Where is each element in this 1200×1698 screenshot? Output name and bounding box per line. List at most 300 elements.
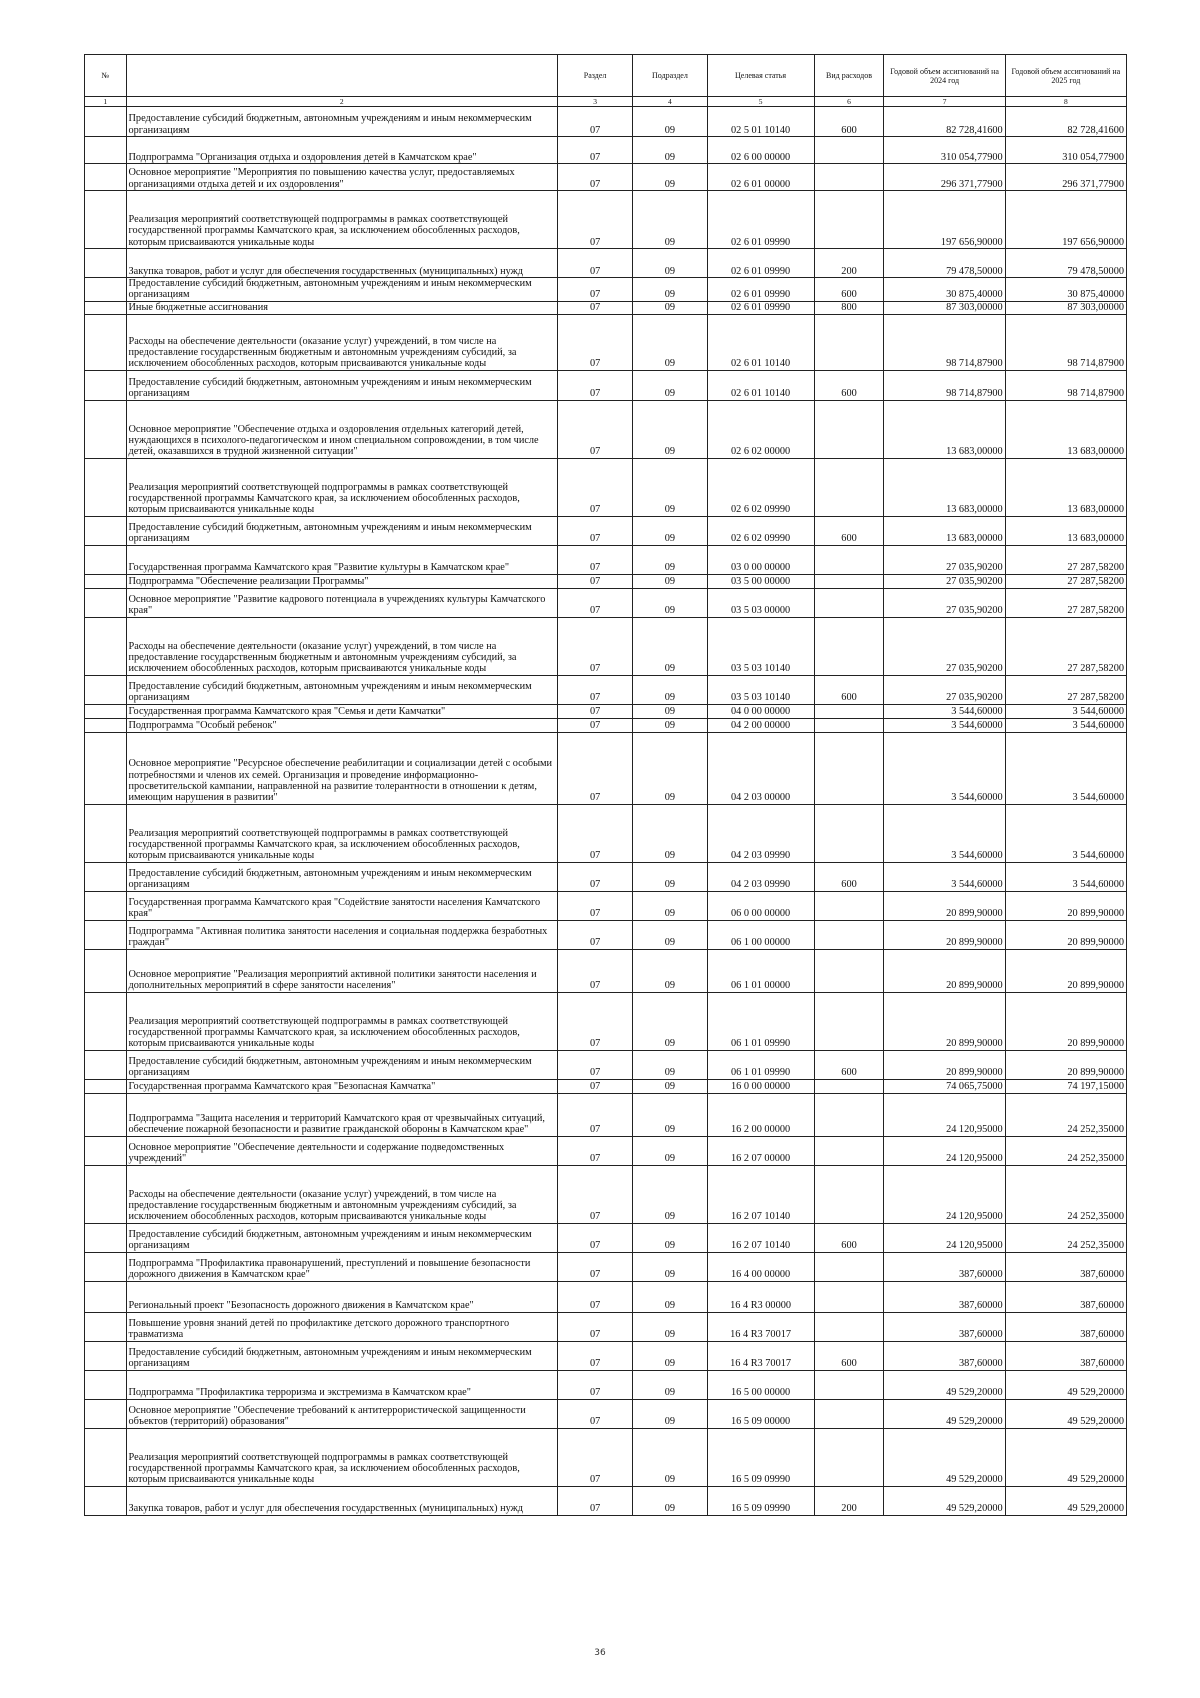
razdel-cell: 07 <box>557 1165 632 1223</box>
amount-2024-cell: 3 544,60000 <box>884 804 1005 862</box>
row-number-cell <box>85 107 127 137</box>
target-article-cell: 16 4 R3 70017 <box>707 1341 814 1370</box>
col-header-2025: Годовой объем ассигнований на 2025 год <box>1005 55 1126 97</box>
amount-2025-cell: 3 544,60000 <box>1005 704 1126 718</box>
row-number-cell <box>85 588 127 617</box>
table-row <box>85 314 1127 370</box>
expense-type-cell <box>814 400 884 458</box>
row-number-cell <box>85 718 127 732</box>
item-name-cell: Государственная программа Камчатского края "Безопасная Камчатка" <box>126 1079 557 1093</box>
amount-2025-cell: 20 899,90000 <box>1005 891 1126 920</box>
target-article-cell: 04 2 03 09990 <box>707 804 814 862</box>
col-index: 5 <box>707 97 814 107</box>
razdel-cell: 07 <box>557 732 632 804</box>
item-name-cell: Государственная программа Камчатского края "Содействие занятости населения Камчатского края" <box>126 891 557 920</box>
expense-type-cell <box>814 1165 884 1223</box>
item-name-cell: Предоставление субсидий бюджетным, автономным учреждениям и иным некоммерческим организациям <box>126 278 557 302</box>
target-article-cell: 03 5 03 10140 <box>707 617 814 675</box>
item-name-cell: Предоставление субсидий бюджетным, автономным учреждениям и иным некоммерческим организациям <box>126 1223 557 1252</box>
amount-2024-cell: 20 899,90000 <box>884 992 1005 1050</box>
target-article-cell: 02 6 01 10140 <box>707 314 814 370</box>
amount-2024-cell: 49 529,20000 <box>884 1486 1005 1515</box>
target-article-cell: 02 5 01 10140 <box>707 107 814 137</box>
amount-2024-cell: 387,60000 <box>884 1252 1005 1281</box>
page-number: 36 <box>594 1648 606 1658</box>
expense-type-cell <box>814 458 884 516</box>
row-number-cell <box>85 732 127 804</box>
table-row <box>85 891 1127 920</box>
row-number-cell <box>85 574 127 588</box>
target-article-cell: 03 0 00 00000 <box>707 545 814 574</box>
table-row <box>85 137 1127 164</box>
razdel-cell: 07 <box>557 107 632 137</box>
amount-2025-cell: 30 875,40000 <box>1005 278 1126 302</box>
col-index: 2 <box>126 97 557 107</box>
target-article-cell: 04 2 03 00000 <box>707 732 814 804</box>
row-number-cell <box>85 1486 127 1515</box>
podrazdel-cell: 09 <box>633 704 707 718</box>
col-header-name <box>126 55 557 97</box>
amount-2024-cell: 49 529,20000 <box>884 1399 1005 1428</box>
item-name-cell: Расходы на обеспечение деятельности (оказание услуг) учреждений, в том числе на предоставление государственным бюджетным и автономным учреждениям субсидий, за исключением обособленных расходов, которым присваиваются уникальные коды <box>126 314 557 370</box>
razdel-cell: 07 <box>557 1281 632 1312</box>
amount-2025-cell: 310 054,77900 <box>1005 137 1126 164</box>
podrazdel-cell: 09 <box>633 516 707 545</box>
razdel-cell: 07 <box>557 992 632 1050</box>
table-row <box>85 458 1127 516</box>
amount-2025-cell: 27 287,58200 <box>1005 675 1126 704</box>
target-article-cell: 16 2 00 00000 <box>707 1093 814 1136</box>
expense-type-cell <box>814 164 884 191</box>
target-article-cell: 02 6 00 00000 <box>707 137 814 164</box>
amount-2025-cell: 27 287,58200 <box>1005 588 1126 617</box>
target-article-cell: 02 6 01 00000 <box>707 164 814 191</box>
item-name-cell: Повышение уровня знаний детей по профилактике детского дорожного транспортного травматизма <box>126 1312 557 1341</box>
target-article-cell: 16 4 R3 00000 <box>707 1281 814 1312</box>
amount-2025-cell: 387,60000 <box>1005 1281 1126 1312</box>
razdel-cell: 07 <box>557 516 632 545</box>
target-article-cell: 06 1 01 00000 <box>707 949 814 992</box>
item-name-cell: Основное мероприятие "Обеспечение отдыха и оздоровления отдельных категорий детей, нуждающихся в психолого-педагогическом и ином специальном сопровождении, в том числе детей, оказавшихся в трудной жизненной ситуации" <box>126 400 557 458</box>
podrazdel-cell: 09 <box>633 370 707 400</box>
table-row <box>85 107 1127 137</box>
podrazdel-cell: 09 <box>633 400 707 458</box>
table-row <box>85 516 1127 545</box>
razdel-cell: 07 <box>557 249 632 278</box>
table-row <box>85 574 1127 588</box>
expense-type-cell <box>814 891 884 920</box>
podrazdel-cell: 09 <box>633 862 707 891</box>
amount-2025-cell: 27 287,58200 <box>1005 545 1126 574</box>
header-row <box>85 55 1127 97</box>
podrazdel-cell: 09 <box>633 1370 707 1399</box>
podrazdel-cell: 09 <box>633 1223 707 1252</box>
target-article-cell: 02 6 02 09990 <box>707 516 814 545</box>
item-name-cell: Основное мероприятие "Обеспечение деятельности и содержание подведомственных учреждений" <box>126 1136 557 1165</box>
item-name-cell: Закупка товаров, работ и услуг для обеспечения государственных (муниципальных) нужд <box>126 1486 557 1515</box>
podrazdel-cell: 09 <box>633 1341 707 1370</box>
amount-2025-cell: 387,60000 <box>1005 1312 1126 1341</box>
expense-type-cell <box>814 545 884 574</box>
amount-2024-cell: 13 683,00000 <box>884 400 1005 458</box>
expense-type-cell: 600 <box>814 1050 884 1079</box>
target-article-cell: 02 6 01 09990 <box>707 278 814 302</box>
col-index: 6 <box>814 97 884 107</box>
razdel-cell: 07 <box>557 545 632 574</box>
podrazdel-cell: 09 <box>633 314 707 370</box>
podrazdel-cell: 09 <box>633 891 707 920</box>
row-number-cell <box>85 1252 127 1281</box>
row-number-cell <box>85 804 127 862</box>
amount-2025-cell: 49 529,20000 <box>1005 1399 1126 1428</box>
target-article-cell: 06 1 00 00000 <box>707 920 814 949</box>
amount-2024-cell: 27 035,90200 <box>884 574 1005 588</box>
amount-2025-cell: 82 728,41600 <box>1005 107 1126 137</box>
item-name-cell: Предоставление субсидий бюджетным, автономным учреждениям и иным некоммерческим организациям <box>126 1341 557 1370</box>
expense-type-cell: 800 <box>814 301 884 314</box>
amount-2025-cell: 3 544,60000 <box>1005 862 1126 891</box>
amount-2025-cell: 13 683,00000 <box>1005 458 1126 516</box>
target-article-cell: 16 2 07 00000 <box>707 1136 814 1165</box>
table-row <box>85 1079 1127 1093</box>
expense-type-cell <box>814 137 884 164</box>
col-index: 8 <box>1005 97 1126 107</box>
razdel-cell: 07 <box>557 191 632 249</box>
amount-2025-cell: 74 197,15000 <box>1005 1079 1126 1093</box>
amount-2025-cell: 387,60000 <box>1005 1252 1126 1281</box>
expense-type-cell <box>814 1136 884 1165</box>
amount-2025-cell: 98 714,87900 <box>1005 314 1126 370</box>
amount-2024-cell: 387,60000 <box>884 1312 1005 1341</box>
item-name-cell: Государственная программа Камчатского края "Развитие культуры в Камчатском крае" <box>126 545 557 574</box>
row-number-cell <box>85 370 127 400</box>
table-row <box>85 1050 1127 1079</box>
amount-2024-cell: 197 656,90000 <box>884 191 1005 249</box>
row-number-cell <box>85 992 127 1050</box>
amount-2024-cell: 13 683,00000 <box>884 458 1005 516</box>
razdel-cell: 07 <box>557 301 632 314</box>
row-number-cell <box>85 314 127 370</box>
item-name-cell: Реализация мероприятий соответствующей подпрограммы в рамках соответствующей государственной программы Камчатского края, за исключением обособленных расходов, которым присваиваются уникальные коды <box>126 1428 557 1486</box>
row-number-cell <box>85 1312 127 1341</box>
target-article-cell: 16 4 R3 70017 <box>707 1312 814 1341</box>
expense-type-cell <box>814 1428 884 1486</box>
target-article-cell: 02 6 02 00000 <box>707 400 814 458</box>
target-article-cell: 04 2 03 09990 <box>707 862 814 891</box>
item-name-cell: Основное мероприятие "Развитие кадрового потенциала в учреждениях культуры Камчатского края" <box>126 588 557 617</box>
col-header-vid: Вид расходов <box>814 55 884 97</box>
row-number-cell <box>85 1136 127 1165</box>
col-index: 7 <box>884 97 1005 107</box>
podrazdel-cell: 09 <box>633 1136 707 1165</box>
table-row <box>85 1399 1127 1428</box>
amount-2024-cell: 98 714,87900 <box>884 314 1005 370</box>
podrazdel-cell: 09 <box>633 718 707 732</box>
table-row <box>85 1281 1127 1312</box>
amount-2025-cell: 27 287,58200 <box>1005 617 1126 675</box>
item-name-cell: Реализация мероприятий соответствующей подпрограммы в рамках соответствующей государственной программы Камчатского края, за исключением обособленных расходов, которым присваиваются уникальные коды <box>126 992 557 1050</box>
amount-2025-cell: 3 544,60000 <box>1005 804 1126 862</box>
amount-2024-cell: 27 035,90200 <box>884 545 1005 574</box>
razdel-cell: 07 <box>557 1050 632 1079</box>
table-row <box>85 588 1127 617</box>
razdel-cell: 07 <box>557 1093 632 1136</box>
row-number-cell <box>85 1093 127 1136</box>
podrazdel-cell: 09 <box>633 249 707 278</box>
expense-type-cell <box>814 191 884 249</box>
table-row <box>85 1486 1127 1515</box>
amount-2024-cell: 3 544,60000 <box>884 718 1005 732</box>
target-article-cell: 16 2 07 10140 <box>707 1223 814 1252</box>
target-article-cell: 02 6 01 09990 <box>707 301 814 314</box>
podrazdel-cell: 09 <box>633 137 707 164</box>
razdel-cell: 07 <box>557 1428 632 1486</box>
expense-type-cell: 600 <box>814 516 884 545</box>
table-row <box>85 164 1127 191</box>
target-article-cell: 02 6 02 09990 <box>707 458 814 516</box>
razdel-cell: 07 <box>557 458 632 516</box>
amount-2024-cell: 49 529,20000 <box>884 1428 1005 1486</box>
target-article-cell: 16 4 00 00000 <box>707 1252 814 1281</box>
expense-type-cell <box>814 1312 884 1341</box>
row-number-cell <box>85 545 127 574</box>
table-row <box>85 804 1127 862</box>
item-name-cell: Основное мероприятие "Мероприятия по повышению качества услуг, предоставляемых организациями отдыха детей и их оздоровления" <box>126 164 557 191</box>
item-name-cell: Основное мероприятие "Ресурсное обеспечение реабилитации и социализации детей с особыми потребностями и членов их семей. Организация и проведение информационно-просветительской кампании, направленной на развитие толерантности в отношении к детям, имеющим нарушения в развитии" <box>126 732 557 804</box>
row-number-cell <box>85 1165 127 1223</box>
expense-type-cell <box>814 588 884 617</box>
razdel-cell: 07 <box>557 704 632 718</box>
razdel-cell: 07 <box>557 718 632 732</box>
expense-type-cell <box>814 992 884 1050</box>
item-name-cell: Расходы на обеспечение деятельности (оказание услуг) учреждений, в том числе на предоставление государственным бюджетным и автономным учреждениям субсидий, за исключением обособленных расходов, которым присваиваются уникальные коды <box>126 1165 557 1223</box>
amount-2024-cell: 20 899,90000 <box>884 949 1005 992</box>
col-header-podrazdel: Подраздел <box>633 55 707 97</box>
podrazdel-cell: 09 <box>633 804 707 862</box>
expense-type-cell: 600 <box>814 107 884 137</box>
row-number-cell <box>85 1370 127 1399</box>
podrazdel-cell: 09 <box>633 1281 707 1312</box>
podrazdel-cell: 09 <box>633 732 707 804</box>
amount-2024-cell: 3 544,60000 <box>884 862 1005 891</box>
col-index: 1 <box>85 97 127 107</box>
amount-2025-cell: 387,60000 <box>1005 1341 1126 1370</box>
amount-2025-cell: 24 252,35000 <box>1005 1223 1126 1252</box>
amount-2024-cell: 27 035,90200 <box>884 617 1005 675</box>
item-name-cell: Подпрограмма "Обеспечение реализации Программы" <box>126 574 557 588</box>
table-row <box>85 249 1127 278</box>
amount-2024-cell: 24 120,95000 <box>884 1136 1005 1165</box>
item-name-cell: Предоставление субсидий бюджетным, автономным учреждениям и иным некоммерческим организациям <box>126 862 557 891</box>
item-name-cell: Подпрограмма "Защита населения и территорий Камчатского края от чрезвычайных ситуаций, обеспечение пожарной безопасности и развитие гражданской обороны в Камчатском крае" <box>126 1093 557 1136</box>
item-name-cell: Основное мероприятие "Обеспечение требований к антитеррористической защищенности объектов (территорий) образования" <box>126 1399 557 1428</box>
amount-2024-cell: 20 899,90000 <box>884 920 1005 949</box>
razdel-cell: 07 <box>557 1312 632 1341</box>
table-row <box>85 1223 1127 1252</box>
amount-2024-cell: 24 120,95000 <box>884 1223 1005 1252</box>
table-row <box>85 1136 1127 1165</box>
expense-type-cell <box>814 949 884 992</box>
target-article-cell: 02 6 01 09990 <box>707 249 814 278</box>
item-name-cell: Предоставление субсидий бюджетным, автономным учреждениям и иным некоммерческим организациям <box>126 370 557 400</box>
amount-2024-cell: 20 899,90000 <box>884 891 1005 920</box>
table-row <box>85 862 1127 891</box>
razdel-cell: 07 <box>557 920 632 949</box>
razdel-cell: 07 <box>557 1136 632 1165</box>
podrazdel-cell: 09 <box>633 1252 707 1281</box>
razdel-cell: 07 <box>557 862 632 891</box>
razdel-cell: 07 <box>557 400 632 458</box>
podrazdel-cell: 09 <box>633 545 707 574</box>
row-number-cell <box>85 137 127 164</box>
row-number-cell <box>85 1399 127 1428</box>
podrazdel-cell: 09 <box>633 617 707 675</box>
table-row <box>85 1428 1127 1486</box>
podrazdel-cell: 09 <box>633 1093 707 1136</box>
podrazdel-cell: 09 <box>633 1165 707 1223</box>
podrazdel-cell: 09 <box>633 675 707 704</box>
col-header-target: Целевая статья <box>707 55 814 97</box>
expense-type-cell: 600 <box>814 1223 884 1252</box>
table-row <box>85 400 1127 458</box>
amount-2024-cell: 79 478,50000 <box>884 249 1005 278</box>
row-number-cell <box>85 675 127 704</box>
amount-2025-cell: 49 529,20000 <box>1005 1428 1126 1486</box>
target-article-cell: 16 5 09 00000 <box>707 1399 814 1428</box>
table-row <box>85 1312 1127 1341</box>
amount-2025-cell: 87 303,00000 <box>1005 301 1126 314</box>
expense-type-cell: 200 <box>814 1486 884 1515</box>
podrazdel-cell: 09 <box>633 588 707 617</box>
amount-2025-cell: 24 252,35000 <box>1005 1093 1126 1136</box>
table-row <box>85 732 1127 804</box>
amount-2025-cell: 3 544,60000 <box>1005 732 1126 804</box>
target-article-cell: 03 5 03 10140 <box>707 675 814 704</box>
table-row <box>85 920 1127 949</box>
table-body <box>85 107 1127 1516</box>
amount-2024-cell: 3 544,60000 <box>884 732 1005 804</box>
table-row <box>85 718 1127 732</box>
col-header-razdel: Раздел <box>557 55 632 97</box>
item-name-cell: Подпрограмма "Организация отдыха и оздоровления детей в Камчатском крае" <box>126 137 557 164</box>
row-number-cell <box>85 617 127 675</box>
razdel-cell: 07 <box>557 1399 632 1428</box>
amount-2024-cell: 24 120,95000 <box>884 1093 1005 1136</box>
amount-2025-cell: 13 683,00000 <box>1005 400 1126 458</box>
col-index: 4 <box>633 97 707 107</box>
expense-type-cell <box>814 314 884 370</box>
target-article-cell: 06 1 01 09990 <box>707 992 814 1050</box>
target-article-cell: 16 5 09 09990 <box>707 1428 814 1486</box>
target-article-cell: 16 5 00 00000 <box>707 1370 814 1399</box>
razdel-cell: 07 <box>557 278 632 302</box>
row-number-cell <box>85 249 127 278</box>
amount-2024-cell: 24 120,95000 <box>884 1165 1005 1223</box>
razdel-cell: 07 <box>557 617 632 675</box>
amount-2025-cell: 49 529,20000 <box>1005 1370 1126 1399</box>
razdel-cell: 07 <box>557 891 632 920</box>
target-article-cell: 16 2 07 10140 <box>707 1165 814 1223</box>
amount-2025-cell: 27 287,58200 <box>1005 574 1126 588</box>
amount-2024-cell: 98 714,87900 <box>884 370 1005 400</box>
table-row <box>85 704 1127 718</box>
razdel-cell: 07 <box>557 1370 632 1399</box>
row-number-cell <box>85 164 127 191</box>
expense-type-cell <box>814 920 884 949</box>
amount-2024-cell: 20 899,90000 <box>884 1050 1005 1079</box>
amount-2025-cell: 197 656,90000 <box>1005 191 1126 249</box>
target-article-cell: 04 2 00 00000 <box>707 718 814 732</box>
podrazdel-cell: 09 <box>633 1428 707 1486</box>
target-article-cell: 16 5 09 09990 <box>707 1486 814 1515</box>
item-name-cell: Расходы на обеспечение деятельности (оказание услуг) учреждений, в том числе на предоставление государственным бюджетным и автономным учреждениям субсидий, за исключением обособленных расходов, которым присваиваются уникальные коды <box>126 617 557 675</box>
row-number-cell <box>85 1223 127 1252</box>
row-number-cell <box>85 862 127 891</box>
amount-2024-cell: 87 303,00000 <box>884 301 1005 314</box>
table-row <box>85 949 1127 992</box>
target-article-cell: 03 5 03 00000 <box>707 588 814 617</box>
row-number-cell <box>85 1341 127 1370</box>
table-row <box>85 545 1127 574</box>
expense-type-cell <box>814 804 884 862</box>
podrazdel-cell: 09 <box>633 1486 707 1515</box>
target-article-cell: 02 6 01 09990 <box>707 191 814 249</box>
razdel-cell: 07 <box>557 949 632 992</box>
item-name-cell: Реализация мероприятий соответствующей подпрограммы в рамках соответствующей государственной программы Камчатского края, за исключением обособленных расходов, которым присваиваются уникальные коды <box>126 458 557 516</box>
row-number-cell <box>85 301 127 314</box>
razdel-cell: 07 <box>557 804 632 862</box>
amount-2024-cell: 30 875,40000 <box>884 278 1005 302</box>
expense-type-cell <box>814 704 884 718</box>
item-name-cell: Основное мероприятие "Реализация мероприятий активной политики занятости населения и дополнительных мероприятий в сфере занятости населения" <box>126 949 557 992</box>
table-row <box>85 301 1127 314</box>
amount-2024-cell: 387,60000 <box>884 1281 1005 1312</box>
amount-2025-cell: 20 899,90000 <box>1005 1050 1126 1079</box>
podrazdel-cell: 09 <box>633 1312 707 1341</box>
target-article-cell: 06 1 01 09990 <box>707 1050 814 1079</box>
amount-2025-cell: 79 478,50000 <box>1005 249 1126 278</box>
podrazdel-cell: 09 <box>633 278 707 302</box>
item-name-cell: Подпрограмма "Активная политика занятости населения и социальная поддержка безработных граждан" <box>126 920 557 949</box>
expense-type-cell: 600 <box>814 278 884 302</box>
razdel-cell: 07 <box>557 1486 632 1515</box>
row-number-cell <box>85 920 127 949</box>
expense-type-cell: 600 <box>814 675 884 704</box>
amount-2025-cell: 24 252,35000 <box>1005 1136 1126 1165</box>
table-row <box>85 278 1127 302</box>
expense-type-cell: 600 <box>814 370 884 400</box>
podrazdel-cell: 09 <box>633 107 707 137</box>
row-number-cell <box>85 516 127 545</box>
row-number-cell <box>85 1050 127 1079</box>
podrazdel-cell: 09 <box>633 1050 707 1079</box>
expense-type-cell <box>814 1079 884 1093</box>
col-index: 3 <box>557 97 632 107</box>
table-row <box>85 1093 1127 1136</box>
amount-2025-cell: 13 683,00000 <box>1005 516 1126 545</box>
column-index-row <box>85 97 1127 107</box>
expense-type-cell <box>814 574 884 588</box>
podrazdel-cell: 09 <box>633 1399 707 1428</box>
row-number-cell <box>85 891 127 920</box>
expense-type-cell <box>814 1399 884 1428</box>
amount-2025-cell: 49 529,20000 <box>1005 1486 1126 1515</box>
podrazdel-cell: 09 <box>633 1079 707 1093</box>
row-number-cell <box>85 191 127 249</box>
item-name-cell: Региональный проект "Безопасность дорожного движения в Камчатском крае" <box>126 1281 557 1312</box>
podrazdel-cell: 09 <box>633 301 707 314</box>
amount-2024-cell: 296 371,77900 <box>884 164 1005 191</box>
